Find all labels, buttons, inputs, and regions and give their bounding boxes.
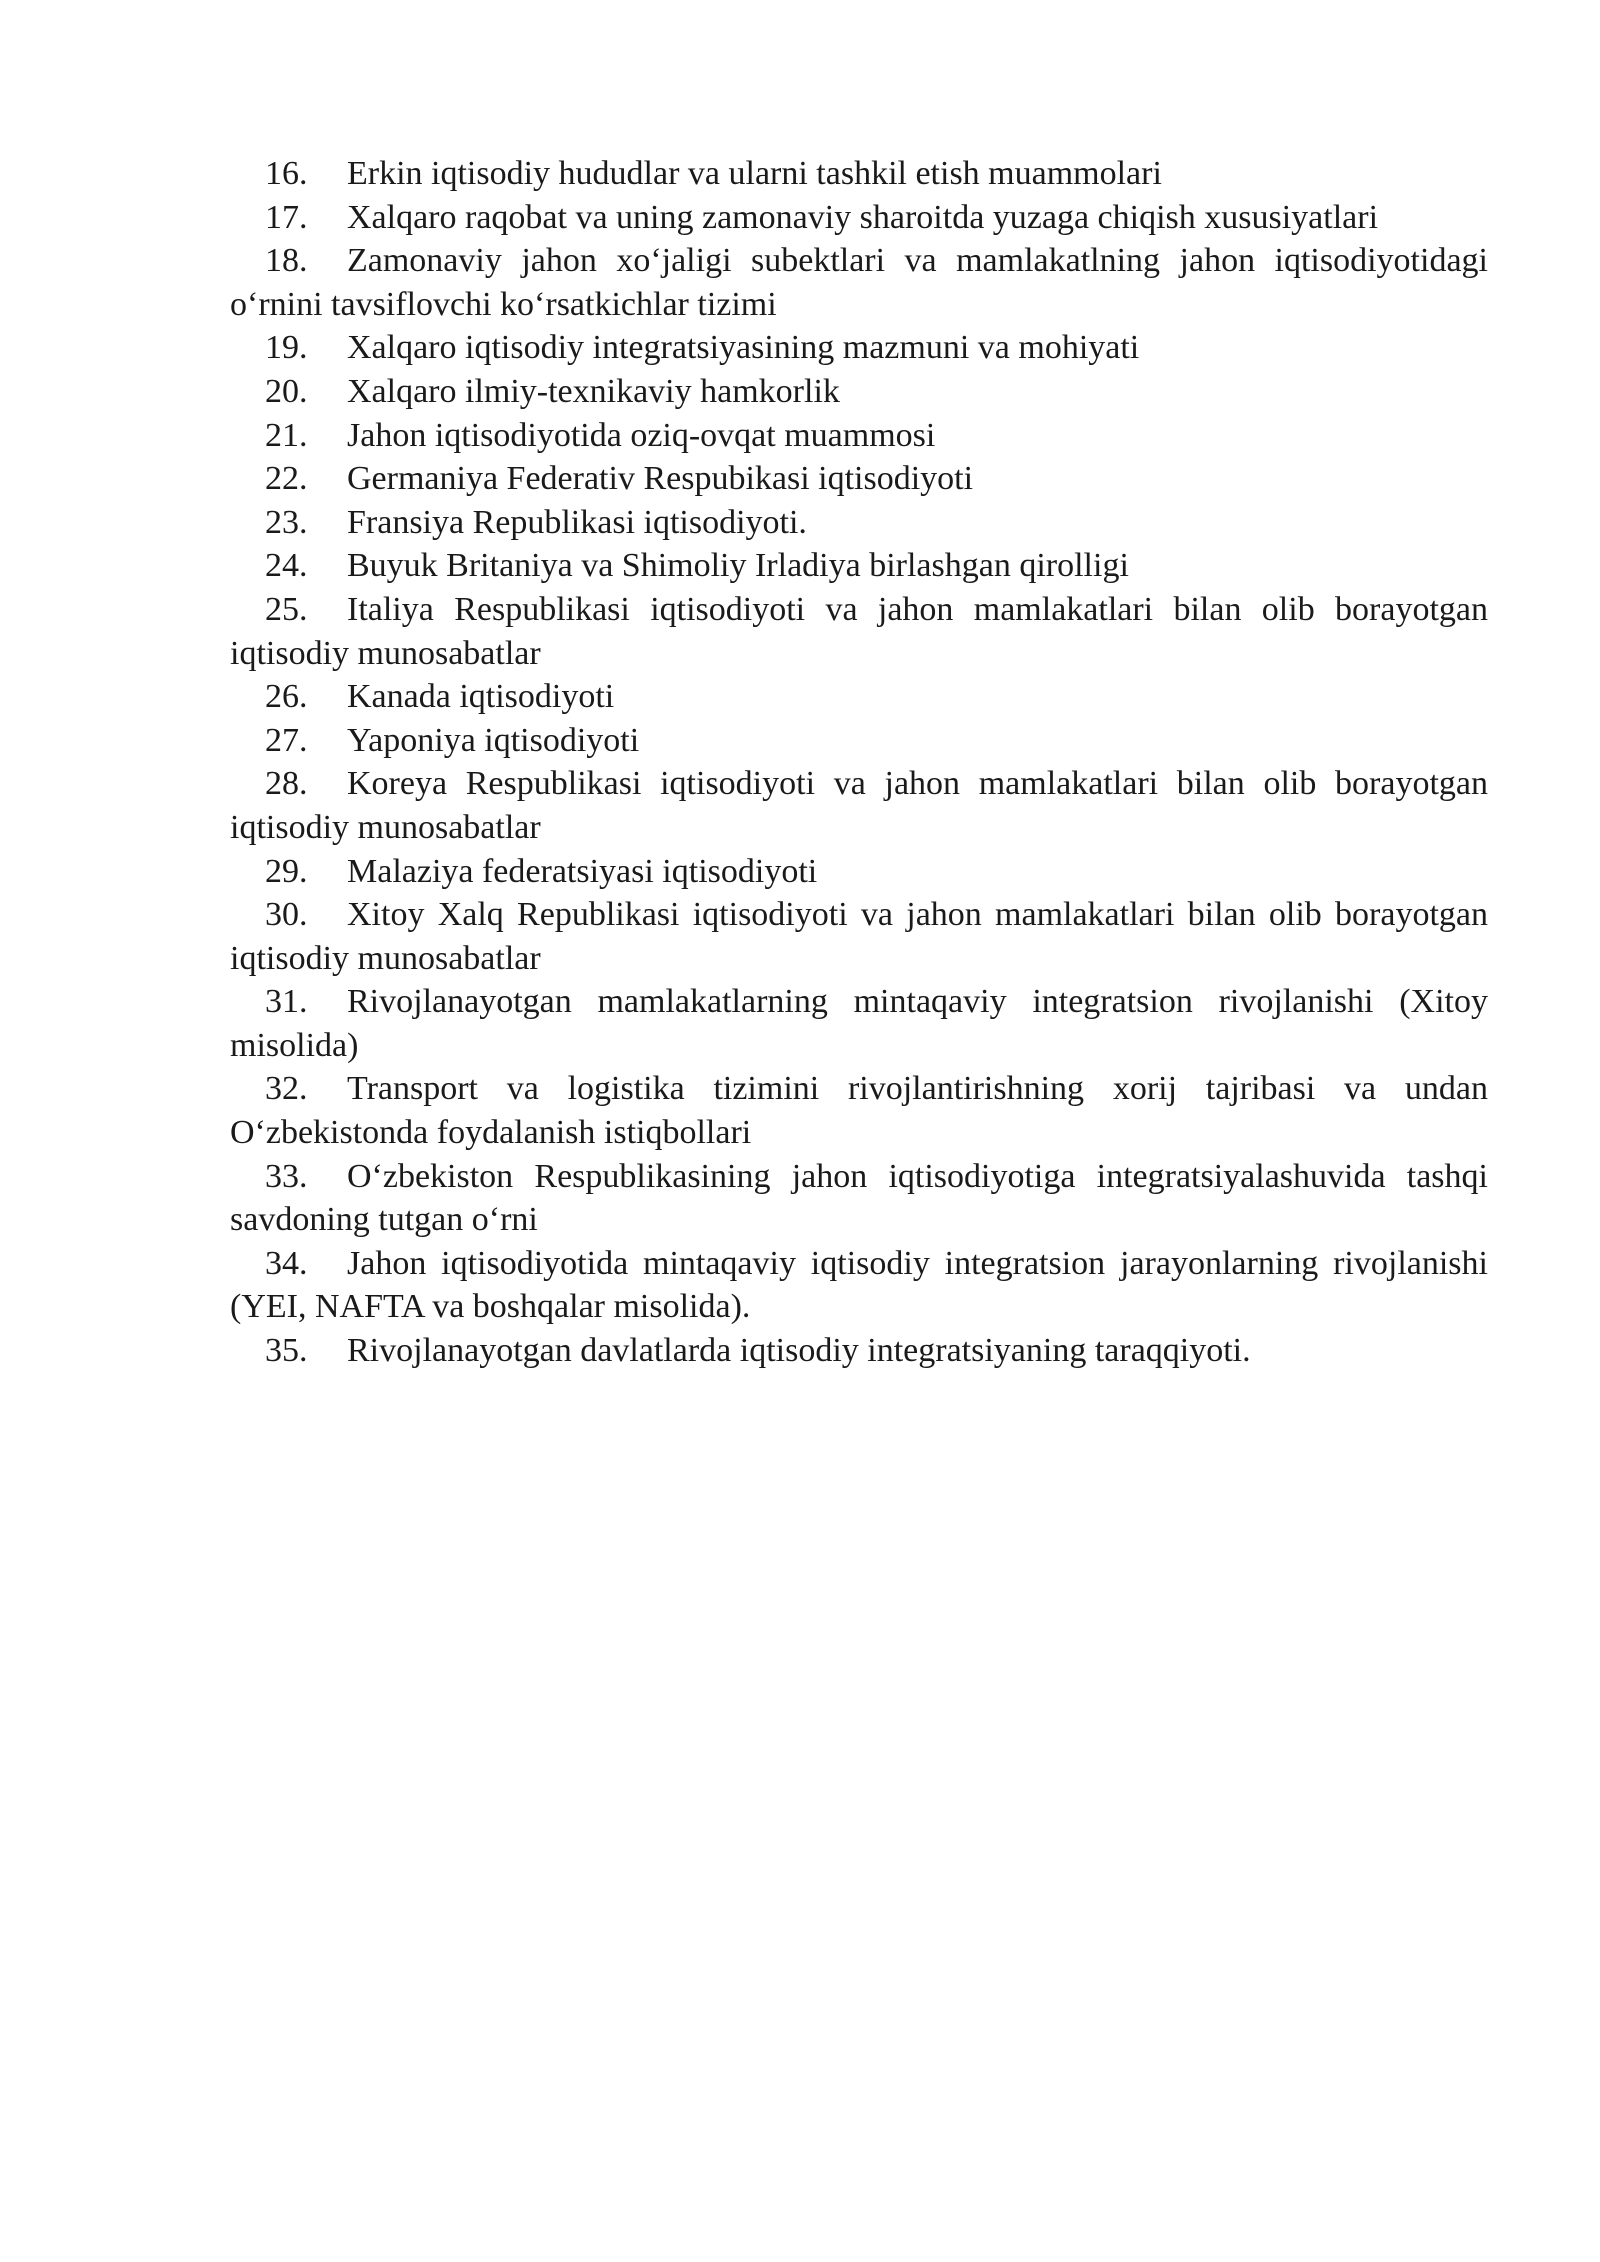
topic-item (230, 152, 1488, 196)
topic-item (230, 1242, 1488, 1329)
topic-number: 22. (265, 460, 308, 498)
topic-text: Rivojlanayotgan mamlakatlarning mintaqaviy integratsion rivojlanishi (Xitoy misolida) (230, 983, 1488, 1064)
topic-item (230, 850, 1488, 894)
topic-number: 24. (265, 547, 308, 585)
topic-text: Erkin iqtisodiy hududlar va ularni tashkil etish muammolari (347, 155, 1162, 192)
topic-text: Buyuk Britaniya va Shimoliy Irladiya birlashgan qirolligi (347, 547, 1129, 585)
topic-item (230, 719, 1488, 763)
topic-item (230, 980, 1488, 1067)
topic-list (230, 152, 1488, 1373)
topic-number: 32. (265, 1070, 308, 1108)
topic-number: 28. (265, 765, 308, 803)
topic-number: 29. (265, 852, 308, 890)
topic-text: Jahon iqtisodiyotida mintaqaviy iqtisodiy integratsion jarayonlarning rivojlanishi (YEI, NAFTA va boshqalar misolida). (230, 1244, 1488, 1326)
topic-number: 17. (265, 198, 308, 236)
topic-text: O‘zbekiston Respublikasining jahon iqtisodiyotiga integratsiyalashuvida tashqi savdoning tutgan o‘rni (230, 1157, 1488, 1239)
topic-number: 26. (265, 678, 308, 716)
topic-number: 34. (265, 1244, 308, 1282)
topic-text: Yaponiya iqtisodiyoti (347, 721, 640, 759)
topic-item (230, 326, 1488, 370)
topic-number: 27. (265, 721, 308, 759)
topic-item (230, 457, 1488, 501)
topic-item (230, 1155, 1488, 1242)
topic-number: 35. (265, 1332, 308, 1370)
topic-number: 16. (265, 155, 308, 192)
topic-text: Xalqaro iqtisodiy integratsiyasining mazmuni va mohiyati (347, 329, 1140, 367)
topic-item (230, 239, 1488, 326)
topic-text: Transport va logistika tizimini rivojlantirishning xorij tajribasi va undan O‘zbekistonda foydalanish istiqbollari (230, 1070, 1488, 1152)
topic-item (230, 196, 1488, 240)
topic-item (230, 1329, 1488, 1373)
topic-text: Malaziya federatsiyasi iqtisodiyoti (347, 852, 818, 890)
topic-text: Germaniya Federativ Respubikasi iqtisodiyoti (347, 460, 974, 498)
topic-item (230, 893, 1488, 980)
topic-item (230, 501, 1488, 545)
topic-text: Koreya Respublikasi iqtisodiyoti va jahon mamlakatlari bilan olib borayotgan iqtisodiy munosabatlar (230, 765, 1488, 846)
topic-number: 33. (265, 1157, 308, 1195)
topic-text: Kanada iqtisodiyoti (347, 678, 615, 716)
topic-item (230, 370, 1488, 414)
topic-text: Xalqaro raqobat va uning zamonaviy sharoitda yuzaga chiqish xususiyatlari (347, 198, 1379, 236)
topic-text: Italiya Respublikasi iqtisodiyoti va jahon mamlakatlari bilan olib borayotgan iqtisodiy munosabatlar (230, 590, 1488, 672)
topic-text: Xitoy Xalq Republikasi iqtisodiyoti va jahon mamlakatlari bilan olib borayotgan iqtisodiy munosabatlar (230, 896, 1488, 977)
topic-number: 21. (265, 416, 308, 454)
topic-item (230, 544, 1488, 588)
topic-number: 30. (265, 896, 308, 934)
topic-item (230, 588, 1488, 675)
topic-item (230, 414, 1488, 458)
topic-number: 25. (265, 590, 308, 628)
topic-item (230, 762, 1488, 849)
topic-number: 20. (265, 372, 308, 410)
topic-item (230, 675, 1488, 719)
topic-text: Fransiya Republikasi iqtisodiyoti. (347, 503, 807, 541)
topic-text: Jahon iqtisodiyotida oziq-ovqat muammosi (347, 416, 936, 454)
topic-number: 23. (265, 503, 308, 541)
topic-item (230, 1067, 1488, 1154)
topic-number: 18. (265, 242, 308, 280)
topic-number: 31. (265, 983, 308, 1021)
topic-number: 19. (265, 329, 308, 367)
topic-text: Rivojlanayotgan davlatlarda iqtisodiy integratsiyaning taraqqiyoti. (347, 1332, 1251, 1370)
topic-text: Xalqaro ilmiy-texnikaviy hamkorlik (347, 372, 840, 410)
topic-text: Zamonaviy jahon xo‘jaligi subektlari va mamlakatlning jahon iqtisodiyotidagi o‘rnini tavsiflovchi ko‘rsatkichlar tizimi (230, 242, 1488, 323)
